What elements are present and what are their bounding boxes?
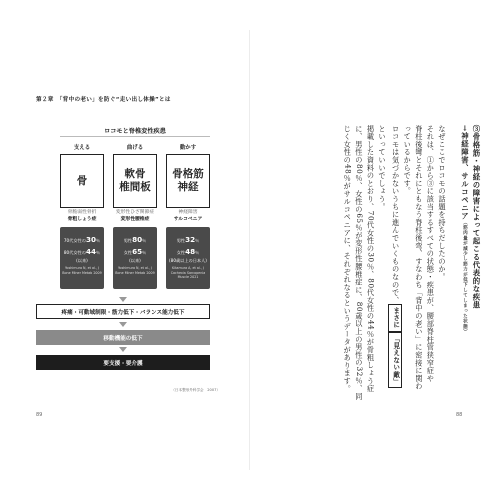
stat-unit: ％ — [95, 238, 101, 243]
stat-unit: ％ — [142, 250, 147, 255]
section-heading-note: （筋肉量が減少し筋力が低下してしまった状態） — [462, 219, 468, 335]
disease-sub: 神経障害 — [178, 210, 198, 215]
page-number-right: 88 — [456, 412, 463, 418]
paragraph-text: ロコモは気づかないうちに進んでいくものなので、 — [391, 125, 401, 305]
stat-note: (以来) — [129, 258, 141, 263]
chapter-header: 第２章 「背中の老い」を防ぐ“走い出し体操”とは — [36, 97, 171, 103]
paragraph-line: 掲載した資料のとおり、70代女性の30％、80代女性の44％が骨粗しょう症 — [366, 125, 376, 393]
body-part-label: 骨 — [76, 174, 88, 187]
stat-prefix: 男性 — [123, 238, 133, 243]
column-head: 曲げる — [126, 145, 144, 151]
paragraph-line: それは、①から③に該当するすべての状態・疾患が、腰部脊柱管狭窄症や — [426, 125, 436, 383]
body-part-label: 神経 — [177, 181, 199, 193]
figure-title-rule — [60, 136, 210, 137]
column-bone — [60, 143, 104, 295]
stat-line — [60, 247, 104, 256]
stat-line — [113, 235, 157, 244]
figure-title: ロコモと脊椎変性疾患 — [104, 128, 166, 135]
stat-prefix: 70代女性の — [63, 238, 86, 243]
column-head: 動かす — [179, 145, 197, 151]
stat-line — [166, 247, 210, 256]
body-text-column — [342, 125, 448, 410]
emphasis-text: まさに — [388, 304, 402, 332]
right-page — [250, 0, 500, 500]
stat-unit: ％ — [195, 250, 200, 255]
section-heading: ③骨格筋・神経の障害によって起こる代表的な疾患 — [472, 125, 481, 309]
paragraph-line: じく女性の48％がサルコペニアに、それぞれなるというデータがあります。 — [343, 125, 353, 393]
stat-box — [60, 227, 104, 289]
emphasis-invisible-enemy: 「見えない敵」 — [388, 332, 402, 388]
paragraph-line: 脊柱後彎とそれにともなう脊柱後弯、すなわち「背中の老い」に密接に関わ — [414, 125, 424, 391]
stat-unit: ％ — [195, 238, 200, 243]
paragraph-line: っているからです。 — [403, 125, 413, 196]
stat-prefix: 80代女性の — [63, 250, 86, 255]
stat-percent: 48 — [185, 247, 196, 256]
column-muscle-nerve — [166, 143, 210, 295]
column-head: 支える — [73, 145, 91, 151]
stat-prefix: 男性 — [176, 238, 186, 243]
care-needed-band: 要支援・要介護 — [36, 355, 210, 370]
stat-box — [113, 227, 157, 289]
stat-percent: 30 — [85, 235, 96, 244]
page-number-left: 89 — [36, 412, 43, 418]
stat-prefix: 女性 — [123, 250, 133, 255]
figure-source: （日本整形外科学会 2007） — [171, 388, 220, 392]
stat-prefix: 女性 — [176, 250, 186, 255]
section-heading-cont — [459, 125, 471, 410]
stat-citation: Kitamura A, et al., J Cachexia Sarcopenia Muscle 2021 — [170, 266, 206, 280]
stat-percent: 65 — [132, 247, 143, 256]
stat-unit: ％ — [142, 238, 147, 243]
disease-main: 骨粗しょう症 — [67, 216, 97, 222]
disease-label — [166, 210, 210, 224]
body-part-box — [113, 154, 157, 208]
body-part-label: 軟骨 — [124, 168, 146, 180]
stat-citation: Yoshimura N, et al., J Bone Miner Metab 2009 — [62, 266, 102, 275]
disease-label — [60, 210, 104, 224]
body-part-box — [60, 154, 104, 208]
disease-main: サルコペニア — [173, 216, 203, 222]
stat-percent: 44 — [85, 247, 96, 256]
arrow-down-icon — [119, 297, 127, 302]
body-part-label: 椎間板 — [119, 181, 151, 193]
disease-main: 変形性腰椎症 — [120, 216, 150, 222]
column-cartilage — [113, 143, 157, 295]
stat-line — [113, 247, 157, 256]
mobility-decline-band: 移動機能の低下 — [36, 330, 210, 345]
paragraph-line: に、男性の80％、女性の65％が変形性腰椎症に、80歳以上の男性の32％、同 — [354, 125, 364, 401]
stat-box — [166, 227, 210, 289]
stat-line — [166, 235, 210, 244]
paragraph-line — [388, 125, 402, 410]
paragraph-line: なぜここでロコモの話題を持ちだしたのか。 — [438, 125, 447, 281]
stat-note: (以来) — [76, 258, 88, 263]
paragraph-line: といっていいでしょう。 — [378, 125, 388, 211]
symptom-band: 疼痛・可動域制限・筋力低下・バランス能力低下 — [36, 304, 210, 319]
section-heading-column — [459, 125, 482, 410]
stat-note: (80歳以上の日本人) — [169, 258, 207, 263]
disease-label — [113, 210, 157, 224]
disease-sub: 骨脆弱性骨折 — [67, 210, 97, 215]
stat-percent: 32 — [185, 235, 196, 244]
stat-percent: 80 — [132, 235, 143, 244]
arrow-down-icon — [119, 347, 127, 352]
body-part-box — [166, 154, 210, 208]
body-part-label: 骨格筋 — [172, 168, 204, 180]
stat-citation: Yoshimura N, et al., J Bone Miner Metab 2009 — [115, 266, 155, 275]
arrow-down-icon — [119, 322, 127, 327]
section-heading-sub: →神経障害、サルコペニア — [460, 125, 470, 220]
disease-sub: 変形性ひざ関節症 — [115, 210, 155, 215]
stat-line — [60, 235, 104, 244]
stat-unit: ％ — [95, 250, 101, 255]
